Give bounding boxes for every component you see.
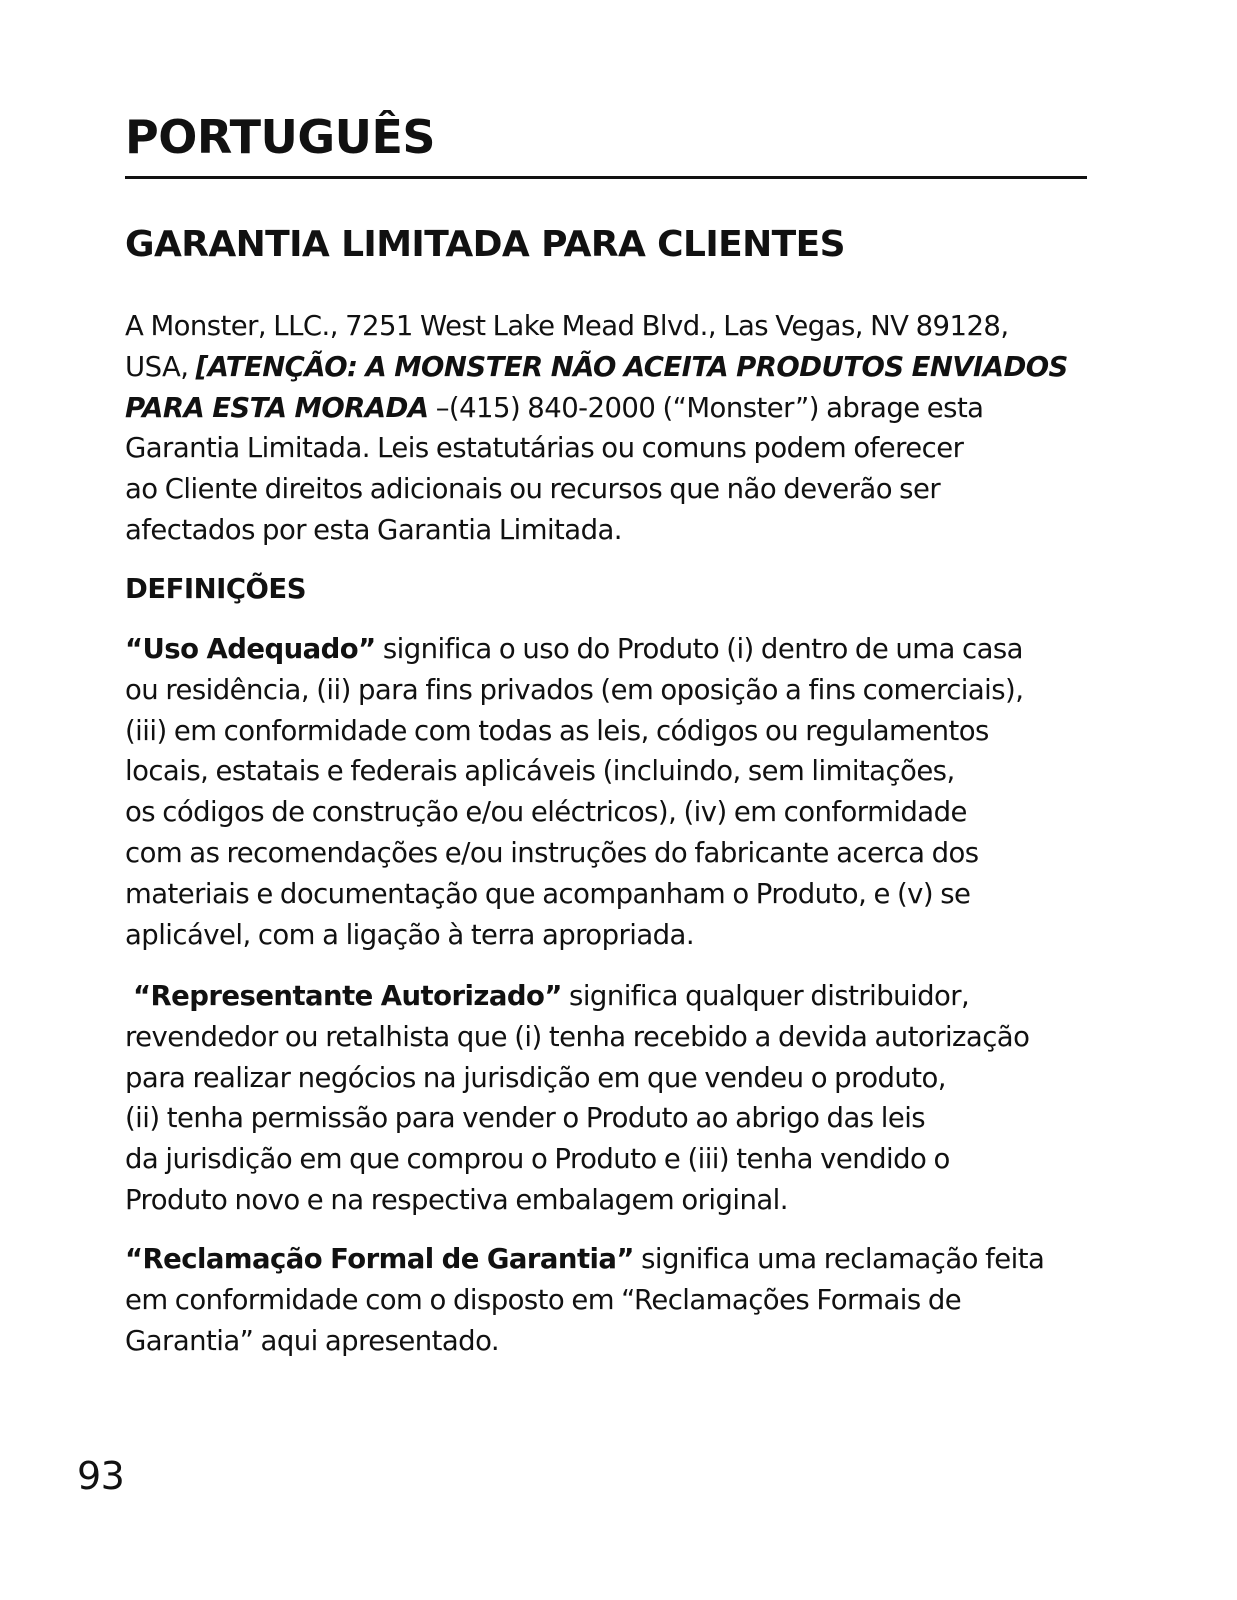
definition-line: ou residência, (ii) para fins privados (em oposição a fins comerciais), (125, 673, 1024, 706)
definition-line: para realizar negócios na jurisdição em que vendeu o produto, (125, 1061, 946, 1094)
intro-line: A Monster, LLC., 7251 West Lake Mead Blvd., Las Vegas, NV 89128, (125, 310, 1009, 342)
definition-text: significa qualquer distribuidor, (561, 980, 970, 1012)
section-title: GARANTIA LIMITADA PARA CLIENTES (125, 224, 845, 265)
definition-term: “Reclamação Formal de Garantia” (125, 1243, 634, 1275)
definition-line: revendedor ou retalhista que (i) tenha recebido a devida autorização (125, 1020, 1030, 1053)
definition-line: aplicável, com a ligação à terra apropriada. (125, 918, 695, 951)
intro-text: USA, (125, 350, 196, 383)
definition-line (125, 976, 1090, 1017)
definition-line: (iii) em conformidade com todas as leis, códigos ou regulamentos (125, 714, 989, 747)
definition-line: Garantia” aqui apresentado. (125, 1324, 500, 1357)
intro-line: afectados por esta Garantia Limitada. (125, 513, 622, 546)
definition-text: significa o uso do Produto (i) dentro de uma casa (375, 633, 1023, 665)
definition-line: Produto novo e na respectiva embalagem original. (125, 1183, 788, 1216)
intro-line (125, 347, 1090, 388)
intro-paragraph (125, 306, 1090, 551)
definition-line: em conformidade com o disposto em “Reclamações Formais de (125, 1283, 962, 1316)
address-warning: [ATENÇÃO: A MONSTER NÃO ACEITA PRODUTOS ENVIADOS (195, 350, 1068, 383)
definition-uso-adequado (125, 629, 1090, 955)
definition-term: “Uso Adequado” (125, 633, 376, 665)
definition-text: significa uma reclamação feita (633, 1243, 1045, 1275)
definition-line (125, 629, 1090, 670)
intro-line (125, 388, 1090, 429)
title-divider (125, 176, 1087, 179)
intro-text: –(415) 840-2000 (“Monster”) abrage esta (428, 391, 984, 424)
intro-line: ao Cliente direitos adicionais ou recursos que não deverão ser (125, 473, 941, 506)
definition-term: “Representante Autorizado” (133, 980, 562, 1012)
definition-representante-autorizado (125, 976, 1090, 1221)
definition-line: materiais e documentação que acompanham o Produto, e (v) se (125, 877, 971, 910)
definition-line (125, 1239, 1090, 1280)
intro-line: Garantia Limitada. Leis estatutárias ou comuns podem oferecer (125, 432, 964, 465)
definition-line: com as recomendações e/ou instruções do fabricante acerca dos (125, 836, 979, 869)
definitions-heading: DEFINIÇÕES (125, 573, 307, 605)
page-number: 93 (77, 1454, 125, 1498)
definition-reclamacao-formal (125, 1239, 1090, 1361)
language-title: PORTUGUÊS (125, 110, 436, 164)
definition-line: os códigos de construção e/ou eléctricos), (iv) em conformidade (125, 796, 967, 829)
address-warning: PARA ESTA MORADA (125, 391, 429, 424)
definition-line: (ii) tenha permissão para vender o Produto ao abrigo das leis (125, 1102, 926, 1135)
definition-line: locais, estatais e federais aplicáveis (incluindo, sem limitações, (125, 755, 955, 788)
definition-line: da jurisdição em que comprou o Produto e (iii) tenha vendido o (125, 1143, 950, 1176)
